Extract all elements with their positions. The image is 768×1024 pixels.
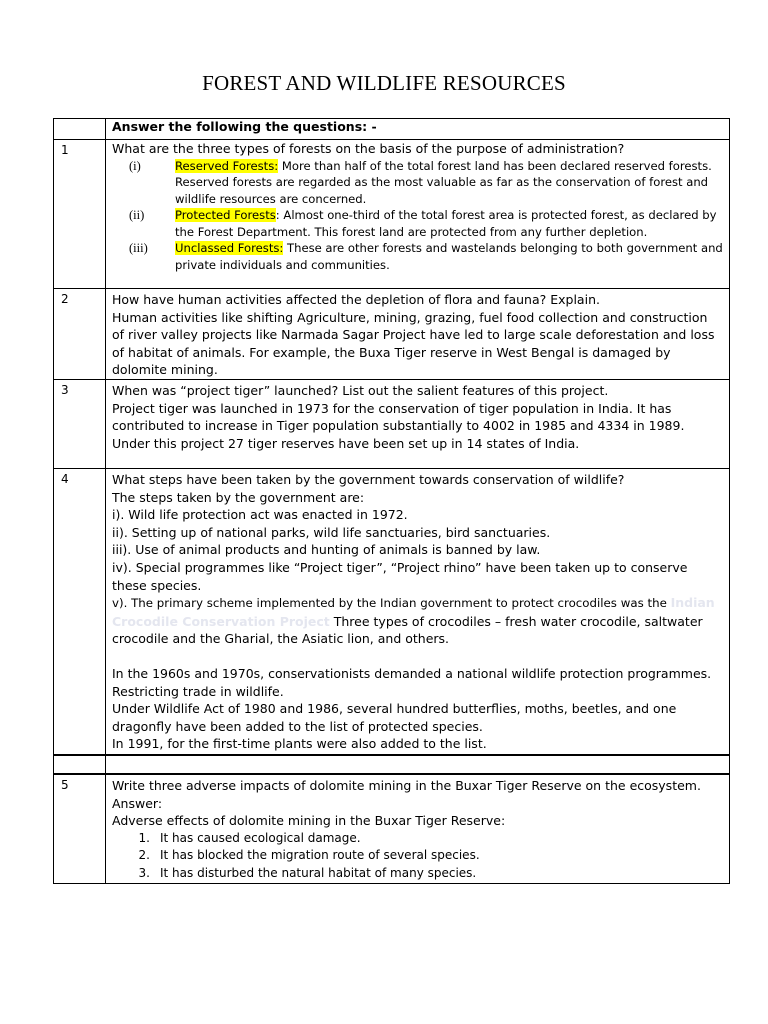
list-item: [112, 830, 723, 848]
list-item: [112, 207, 723, 240]
paragraph: Under Wildlife Act of 1980 and 1986, several hundred butterflies, moths, beetles, and one dragonfly have been added to the list of protected species.: [112, 701, 677, 734]
highlighted-term: Protected Forests: [175, 208, 276, 223]
question-body: [106, 140, 730, 289]
step-item: iv). Special programmes like “Project tiger”, “Project rhino” have been taken up to conserve these species.: [112, 559, 688, 593]
question-body: [106, 379, 730, 468]
item-description: More than half of the total forest land has been declared reserved forests. Reserved forests are regarded as the most valuable as far as the conservation of forest and wildlife resources are concerned.: [175, 158, 712, 206]
step-item: i). Wild life protection act was enacted in 1972.: [112, 507, 408, 523]
list-number: 2.: [138, 848, 150, 863]
list-item-text: It has caused ecological damage.: [160, 830, 361, 845]
item-description: These are other forests and wastelands belonging to both government and private individuals and communities.: [175, 241, 723, 272]
roman-numeral: (i): [129, 158, 141, 173]
question-text: How have human activities affected the depletion of flora and fauna? Explain.: [112, 292, 600, 307]
answer-intro: Adverse effects of dolomite mining in the Buxar Tiger Reserve:: [112, 813, 506, 829]
question-number: 2: [54, 289, 106, 380]
highlighted-term: Unclassed Forests:: [175, 241, 284, 256]
list-item: [112, 158, 723, 208]
list-item-text: [175, 158, 723, 208]
list-item-text: It has blocked the migration route of several species.: [160, 848, 480, 863]
roman-numeral: (iii): [129, 241, 148, 256]
list-item: [112, 865, 723, 883]
list-item-text: [175, 207, 723, 240]
blank-line: [112, 648, 723, 665]
list-number: 1.: [138, 830, 150, 845]
answer-label: Answer:: [112, 795, 163, 811]
answer-text: Project tiger was launched in 1973 for the conservation of tiger population in India. It has contributed to increase in Tiger population substantially to 4002 in 1985 and 4334 in 1989. Under this project 27 tiger reserves have been set up in 14 states of India.: [112, 400, 685, 451]
header-num-cell: [54, 119, 106, 140]
list-item: [112, 240, 723, 273]
question-number: 5: [54, 774, 106, 883]
question-number: 3: [54, 379, 106, 468]
forest-types-list: [112, 158, 723, 274]
answer-intro: The steps taken by the government are:: [112, 489, 365, 505]
header-cell: Answer the following the questions: -: [106, 119, 730, 140]
roman-numeral: (ii): [129, 208, 145, 223]
step5-prefix: v). The primary scheme implemented by the Indian government to protect crocodiles was the: [112, 596, 671, 611]
empty-cell: [54, 755, 106, 774]
question-number: 4: [54, 468, 106, 755]
item-description: : Almost one-third of the total forest area is protected forest, as declared by the Forest Department. This forest land are protected from any further depletion.: [175, 208, 717, 239]
paragraph: In 1991, for the first-time plants were also added to the list.: [112, 736, 487, 752]
empty-row: [54, 755, 730, 774]
answer-text: Human activities like shifting Agriculture, mining, grazing, fuel food collection and construction of river valley projects like Narmada Sagar Project have led to large scale deforestation and loss of habitat of animals. For example, the Buxa Tiger reserve in West Bengal is damaged by dolomite mining.: [112, 309, 715, 378]
question-text: What are the three types of forests on the basis of the purpose of administration?: [112, 141, 625, 156]
faded-link-text: Indian Crocodile Conservation Project: [112, 595, 715, 629]
question-body: [106, 774, 730, 883]
header-row: [54, 119, 730, 140]
question-row-4: [54, 468, 730, 755]
question-number: 1: [54, 140, 106, 289]
step-item-5: [112, 594, 723, 648]
step5-suffix: Three types of crocodiles – fresh water crocodile, saltwater crocodile and the Gharial, the Asiatic lion, and others.: [112, 613, 703, 647]
list-number: 3.: [138, 865, 150, 880]
step-item: ii). Setting up of national parks, wild life sanctuaries, bird sanctuaries.: [112, 524, 551, 540]
page-title: FOREST AND WILDLIFE RESOURCES: [202, 71, 566, 95]
highlighted-term: Reserved Forests:: [175, 158, 279, 173]
step-item: iii). Use of animal products and hunting of animals is banned by law.: [112, 542, 541, 558]
question-row-5: [54, 774, 730, 883]
empty-cell: [106, 755, 730, 774]
question-body: [106, 468, 730, 755]
paragraph: In the 1960s and 1970s, conservationists demanded a national wildlife protection programmes. Restricting trade in wildlife.: [112, 665, 712, 699]
list-item-text: It has disturbed the natural habitat of many species.: [160, 865, 477, 880]
question-row-3: [54, 379, 730, 468]
question-text: When was “project tiger” launched? List out the salient features of this project.: [112, 382, 609, 398]
questions-table: [53, 118, 730, 884]
question-row-1: [54, 140, 730, 289]
list-item: [112, 847, 723, 865]
question-text: What steps have been taken by the government towards conservation of wildlife?: [112, 471, 625, 487]
question-text: Write three adverse impacts of dolomite mining in the Buxar Tiger Reserve on the ecosystem.: [112, 777, 701, 793]
question-body: [106, 289, 730, 380]
list-item-text: [175, 240, 723, 273]
question-row-2: [54, 289, 730, 380]
